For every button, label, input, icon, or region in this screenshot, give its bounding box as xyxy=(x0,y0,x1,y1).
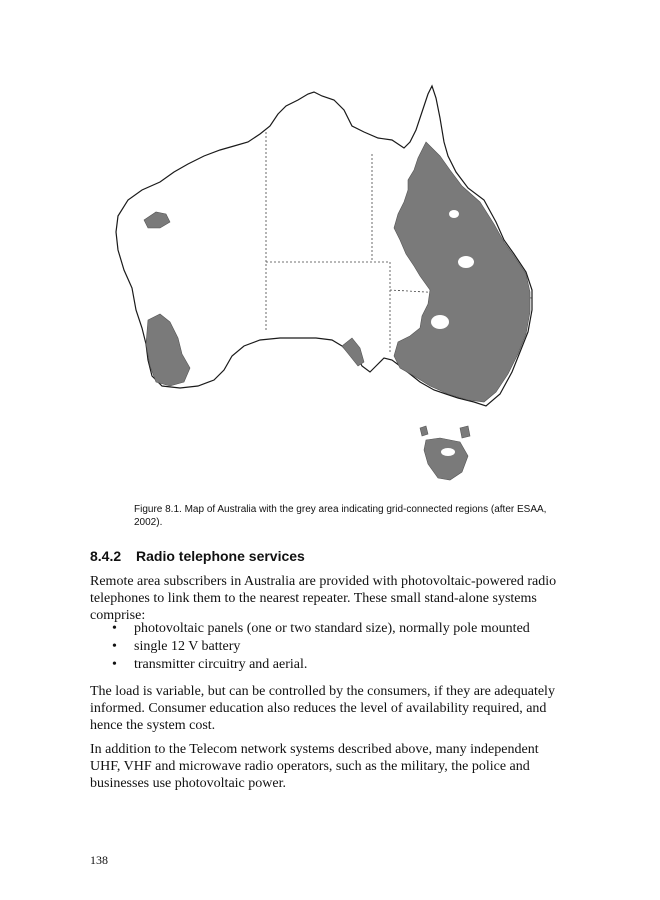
paragraph-load: The load is variable, but can be controlled by the consumers, if they are adequately informed. Consumer education also reduces the level of availability required, and hence the system cost. xyxy=(90,684,555,733)
bass-strait-island-1 xyxy=(420,426,428,436)
section-heading xyxy=(90,547,305,565)
paragraph-intro: Remote area subscribers in Australia are provided with photovoltaic-powered radio telephones to link them to the nearest repeater. These small stand-alone systems comprise: xyxy=(90,574,557,623)
section-title: Radio telephone services xyxy=(136,548,305,564)
figure-caption: Figure 8.1. Map of Australia with the grey area indicating grid-connected regions (after ESAA, 2002). xyxy=(134,504,547,528)
tasmania-grid-region xyxy=(424,438,468,480)
section-number: 8.4.2 xyxy=(90,548,122,564)
paragraph-radio-operators: In addition to the Telecom network systems described above, many independent UHF, VHF and microwave radio operators, such as the military, the police and businesses use photovoltaic power. xyxy=(90,742,539,791)
component-list xyxy=(108,620,530,674)
list-item: • photovoltaic panels (one or two standard size), normally pole mounted xyxy=(108,620,530,638)
page-number: 138 xyxy=(90,853,108,867)
bass-strait-island-2 xyxy=(460,426,470,438)
australia-map-figure xyxy=(108,76,556,496)
list-item: • single 12 V battery xyxy=(108,638,530,656)
list-item: • transmitter circuitry and aerial. xyxy=(108,656,530,674)
